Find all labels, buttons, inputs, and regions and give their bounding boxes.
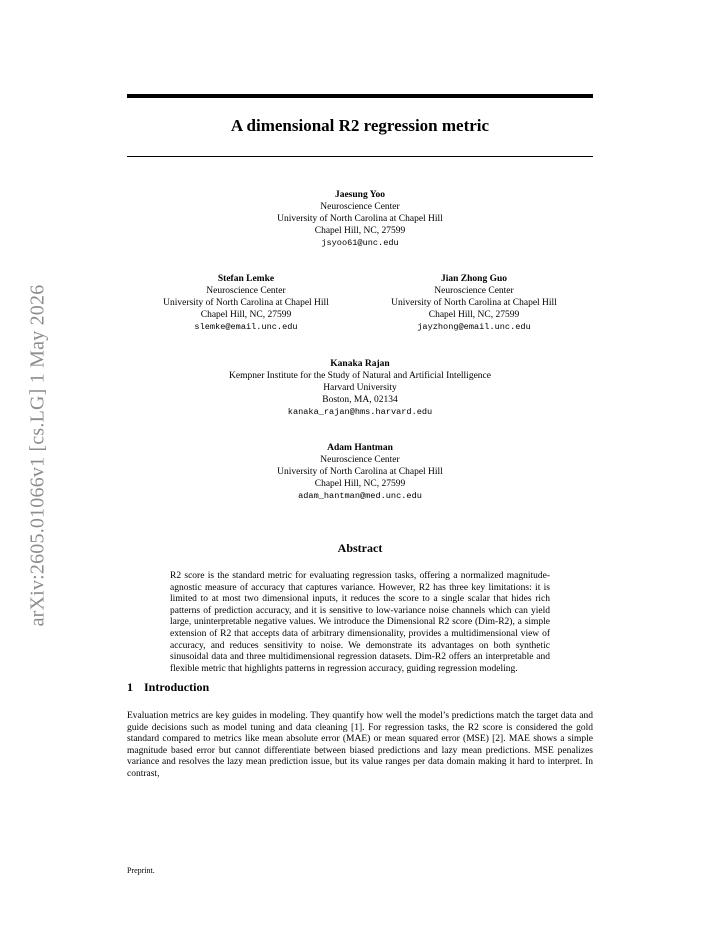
author-email: kanaka_rajan@hms.harvard.edu (287, 407, 433, 417)
author-name: Kanaka Rajan (330, 359, 390, 369)
author-name: Jaesung Yoo (334, 190, 386, 200)
title-rule-bottom (127, 156, 593, 157)
author-dept: Neuroscience Center (206, 286, 286, 296)
author-address: Chapel Hill, NC, 27599 (314, 226, 406, 236)
author-block (127, 442, 593, 502)
author-block (127, 358, 593, 418)
author-email: adam_hantman@med.unc.edu (298, 491, 422, 501)
author-institution: University of North Carolina at Chapel Hill (163, 298, 329, 308)
section-title: Introduction (144, 680, 210, 694)
paper-title: A dimensional R2 regression metric (230, 116, 490, 135)
author-address: Boston, MA, 02134 (322, 395, 398, 405)
section-heading (127, 680, 209, 695)
preprint-footer: Preprint. (127, 866, 155, 875)
author-block (127, 189, 593, 249)
author-address: Chapel Hill, NC, 27599 (200, 310, 292, 320)
author-dept: Neuroscience Center (320, 455, 400, 465)
author-address: Chapel Hill, NC, 27599 (428, 310, 520, 320)
author-email: jsyoo61@unc.edu (321, 238, 399, 248)
arxiv-stamp-text: arXiv:2605.01066v1 [cs.LG] 1 May 2026 (26, 284, 49, 626)
title-rule-top (127, 94, 593, 98)
author-institution: University of North Carolina at Chapel Hill (277, 467, 443, 477)
abstract-text: R2 score is the standard metric for evaluating regression tasks, offering a normalized magnitude-agnostic measure of accuracy that captures variance. However, R2 has three key limitations: it is limited to at most two dimensional inputs, it reduces the score to a single scalar that hides rich patterns of prediction accuracy, and it is sensitive to low-variance noise channels which can yield large, uninterpretable negative values. We introduce the Dimensional R2 score (Dim-R2), a simple extension of R2 that accepts data of arbitrary dimensionality, provides a multidimensional view of accuracy, and reduces sensitivity to noise. We demonstrate its advantages on both synthetic sinusoidal data and three multidimensional regression datasets. Dim-R2 offers an interpretable and flexible metric that highlights patterns in regression accuracy, guiding regression modeling. (170, 571, 550, 674)
author-email: slemke@email.unc.edu (194, 322, 298, 332)
author-dept: Neuroscience Center (320, 202, 400, 212)
section-number: 1 (127, 680, 133, 694)
abstract-heading: Abstract (337, 541, 383, 555)
author-block (140, 273, 352, 333)
author-institution: Harvard University (323, 383, 397, 393)
author-email: jayzhong@email.unc.edu (417, 322, 531, 332)
author-dept: Kempner Institute for the Study of Natural and Artificial Intelligence (229, 371, 491, 381)
author-dept: Neuroscience Center (434, 286, 514, 296)
author-block (368, 273, 580, 333)
introduction-text: Evaluation metrics are key guides in modeling. They quantify how well the model’s predictions match the target data and guide decisions such as model tuning and data cleaning [1]. For regression tasks, the R2 score is considered the gold standard compared to metrics like mean absolute error (MAE) or mean squared error (MSE) [2]. MAE shows a simple magnitude based error but cannot differentiate between biased predictions and lazy mean predictions. MSE penalizes variance and resolves the lazy mean prediction issue, but its value ranges per data domain making it hard to interpret. In contrast, (127, 711, 593, 779)
author-name: Adam Hantman (327, 443, 393, 453)
author-institution: University of North Carolina at Chapel Hill (277, 214, 443, 224)
author-name: Jian Zhong Guo (441, 274, 507, 284)
author-name: Stefan Lemke (217, 274, 275, 284)
author-address: Chapel Hill, NC, 27599 (314, 479, 406, 489)
arxiv-stamp (8, 265, 68, 645)
author-institution: University of North Carolina at Chapel Hill (391, 298, 557, 308)
